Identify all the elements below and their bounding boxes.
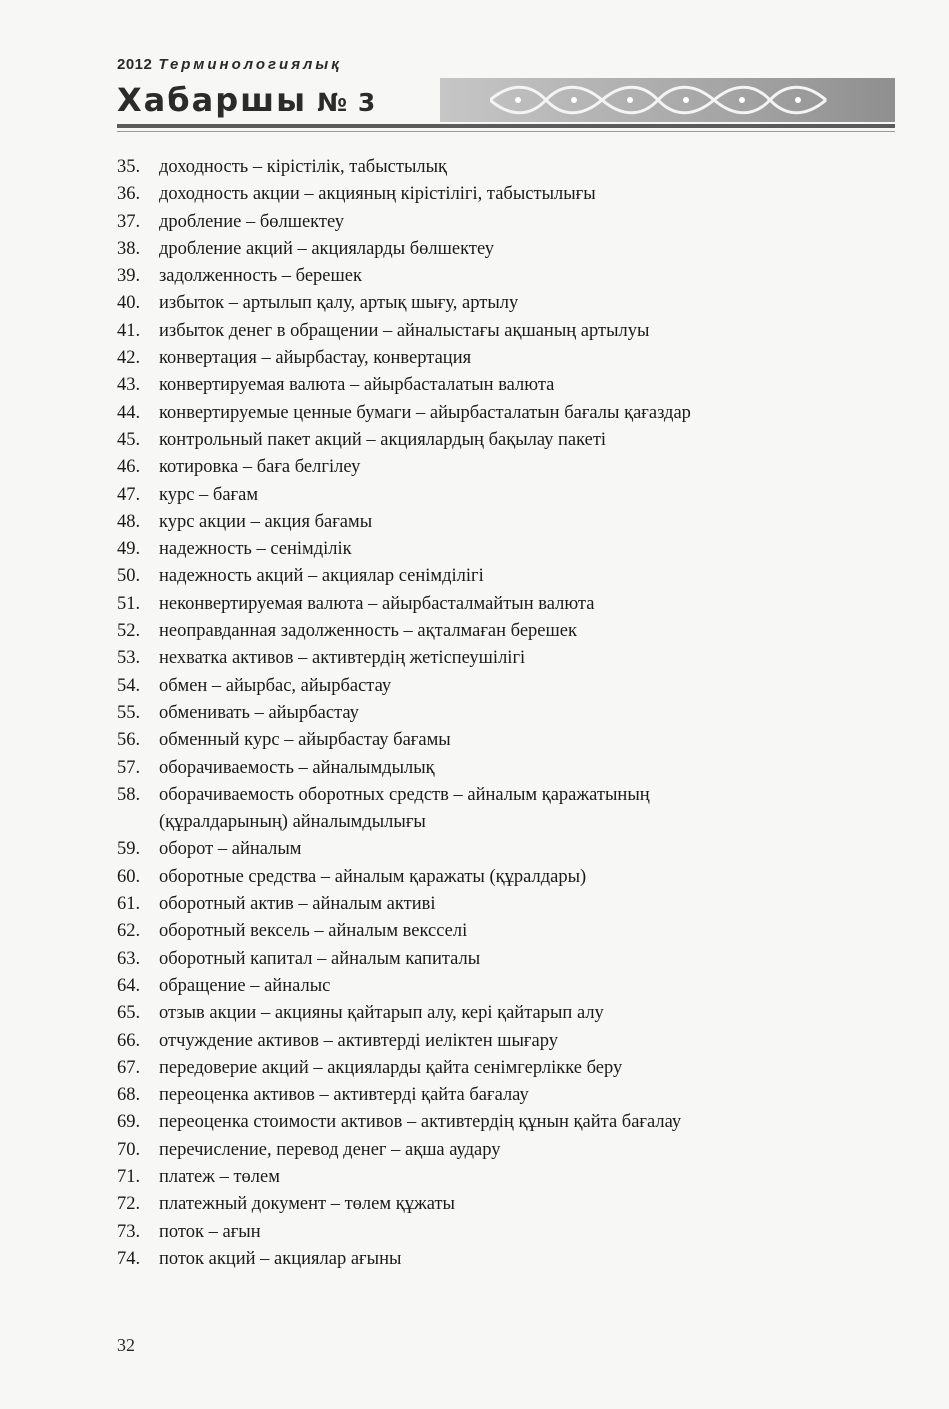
item-text-line: избыток – артылып қалу, артық шығу, артылу [159,293,519,314]
list-item [117,864,857,891]
item-number: 63. [117,948,141,969]
list-item [117,290,857,317]
list-item [117,1164,857,1191]
item-text [159,1137,857,1164]
list-item [117,973,857,1000]
item-text [159,318,857,345]
item-text [159,727,857,754]
item-text [159,755,857,782]
item-text [159,1109,857,1136]
list-item [117,536,857,563]
item-text-line: дробление акций – акцияларды бөлшектеу [159,238,494,259]
journal-subtitle-text: Терминологиялық [158,56,342,73]
item-text [159,1246,857,1273]
item-text-line: платеж – төлем [159,1166,280,1187]
item-number: 53. [117,648,141,669]
list-item [117,454,857,481]
item-text [159,454,857,481]
list-item [117,1246,857,1273]
list-item [117,591,857,618]
list-item [117,700,857,727]
item-text [159,372,857,399]
item-text-line: оборот – айналым [159,839,302,860]
item-text [159,400,857,427]
item-number: 50. [117,566,141,587]
item-text-line: оборотный капитал – айналым капиталы [159,948,481,969]
item-text-line: котировка – баға белгілеу [159,457,361,478]
item-number: 56. [117,730,141,751]
item-number: 54. [117,675,141,696]
item-text-line: нехватка активов – активтердің жетіспеушілігі [159,648,526,669]
item-number: 42. [117,348,141,369]
item-number: 43. [117,375,141,396]
item-text [159,946,857,973]
item-number: 65. [117,1003,141,1024]
list-item [117,345,857,372]
item-text-line: конвертируемые ценные бумаги – айырбасталатын бағалы қағаздар [159,402,691,423]
item-text [159,1055,857,1082]
item-text [159,1082,857,1109]
item-number: 61. [117,894,141,915]
item-text-line: перечисление, перевод денег – ақша аудару [159,1139,501,1160]
list-item [117,400,857,427]
item-text-line: неоправданная задолженность – ақталмаған берешек [159,621,577,642]
journal-subtitle [117,56,342,73]
item-number: 57. [117,757,141,778]
list-item [117,1055,857,1082]
item-text-line: оборотный актив – айналым активі [159,894,436,915]
item-text-line: неконвертируемая валюта – айырбасталмайтын валюта [159,593,595,614]
item-number: 41. [117,320,141,341]
item-text [159,482,857,509]
item-number: 59. [117,839,141,860]
item-text [159,1000,857,1027]
header-ornament-band [440,78,895,122]
list-item [117,509,857,536]
item-text [159,536,857,563]
item-number: 49. [117,539,141,560]
item-text [159,673,857,700]
item-text-line: отчуждение активов – активтерді иеліктен шығару [159,1030,558,1051]
list-item [117,236,857,263]
journal-year: 2012 [117,56,153,73]
list-item [117,209,857,236]
item-number: 71. [117,1166,141,1187]
item-text [159,1164,857,1191]
item-number: 45. [117,429,141,450]
item-text-line: передоверие акций – акцияларды қайта сенімгерлікке беру [159,1057,623,1078]
item-text [159,918,857,945]
item-number: 73. [117,1221,141,1242]
item-text-line: оборотные средства – айналым қаражаты (құралдары) [159,866,587,887]
item-text [159,700,857,727]
journal-title-text: Хабаршы [117,81,308,119]
item-text [159,1219,857,1246]
item-number: 37. [117,211,141,232]
item-text-line: доходность акции – акцияның кірістілігі, табыстылығы [159,184,596,205]
item-text-line: доходность – кірістілік, табыстылық [159,157,448,177]
item-text-line: оборачиваемость – айналымдылық [159,757,435,778]
list-item [117,918,857,945]
journal-title [117,80,376,123]
list-item [117,891,857,918]
list-item [117,673,857,700]
list-item [117,618,857,645]
item-number: 51. [117,593,141,614]
item-number: 60. [117,866,141,887]
item-text [159,427,857,454]
term-list [117,154,857,1273]
item-text [159,236,857,263]
header-rule [117,124,895,128]
item-text [159,290,857,317]
list-item [117,372,857,399]
list-item [117,946,857,973]
item-text [159,891,857,918]
list-item [117,1028,857,1055]
item-text [159,209,857,236]
list-item [117,645,857,672]
item-text-line: курс – бағам [159,484,259,505]
item-text [159,345,857,372]
item-number: 74. [117,1248,141,1269]
header-rule-thin [117,131,895,132]
item-text-line: избыток денег в обращении – айналыстағы ақшаның артылуы [159,320,650,341]
item-text [159,618,857,645]
item-text [159,1191,857,1218]
list-item [117,154,857,181]
item-text-line: обращение – айналыс [159,975,331,996]
list-item [117,1137,857,1164]
list-item [117,727,857,754]
item-number: 55. [117,702,141,723]
item-number: 68. [117,1085,141,1106]
item-text [159,1028,857,1055]
item-text-line: обмен – айырбас, айырбастау [159,675,392,696]
item-number: 64. [117,975,141,996]
list-item [117,1000,857,1027]
item-text-line: курс акции – акция бағамы [159,511,373,532]
item-number: 69. [117,1112,141,1133]
item-text-line: надежность акций – акциялар сенімділігі [159,566,484,587]
item-text-line: платежный документ – төлем құжаты [159,1194,455,1215]
list-item [117,782,857,837]
item-text-line: обменивать – айырбастау [159,702,359,723]
item-text-line: задолженность – берешек [159,266,362,287]
item-text-line: контрольный пакет акций – акциялардың бақылау пакеті [159,429,607,450]
page-number: 32 [117,1335,135,1355]
item-text-line: обменный курс – айырбастау бағамы [159,730,451,751]
list-item [117,1219,857,1246]
item-number: 39. [117,266,141,287]
item-text-line: поток – ағын [159,1221,261,1242]
item-text [159,782,857,837]
item-number: 72. [117,1194,141,1215]
item-text [159,181,857,208]
journal-issue: № 3 [317,88,377,117]
item-text-line: конвертируемая валюта – айырбасталатын валюта [159,375,555,396]
item-number: 40. [117,293,141,314]
item-text [159,154,857,181]
item-text [159,509,857,536]
item-number: 58. [117,784,141,805]
item-text-line: оборотный вексель – айналым вексселі [159,921,468,942]
item-number: 47. [117,484,141,505]
item-text-line: конвертация – айырбастау, конвертация [159,348,472,369]
list-item [117,836,857,863]
item-text [159,263,857,290]
list-item [117,181,857,208]
item-number: 48. [117,511,141,532]
item-text [159,864,857,891]
list-item [117,1191,857,1218]
item-number: 38. [117,238,141,259]
list-item [117,482,857,509]
item-number: 44. [117,402,141,423]
item-text [159,563,857,590]
item-text-line: оборачиваемость оборотных средств – айналым қаражатының [159,784,650,805]
item-number: 66. [117,1030,141,1051]
item-text-line: надежность – сенімділік [159,539,352,560]
item-text [159,973,857,1000]
item-number: 52. [117,621,141,642]
item-number: 70. [117,1139,141,1160]
item-number: 67. [117,1057,141,1078]
item-text-line: дробление – бөлшектеу [159,211,344,232]
item-number: 62. [117,921,141,942]
item-text-line: поток акций – акциялар ағыны [159,1248,402,1269]
list-item [117,755,857,782]
item-number: 36. [117,184,141,205]
ornament-icon [490,81,830,119]
item-text-continuation: (құралдарының) айналымдылығы [159,812,426,833]
item-text-line: отзыв акции – акцияны қайтарып алу, кері қайтарып алу [159,1003,604,1024]
list-item [117,1109,857,1136]
item-text [159,836,857,863]
list-item [117,318,857,345]
item-number: 35. [117,157,141,177]
list-item [117,427,857,454]
item-text [159,591,857,618]
item-text-line: переоценка активов – активтерді қайта бағалау [159,1085,529,1106]
item-text [159,645,857,672]
list-item [117,263,857,290]
list-item [117,1082,857,1109]
item-text-line: переоценка стоимости активов – активтердің құнын қайта бағалау [159,1112,682,1133]
item-number: 46. [117,457,141,478]
list-item [117,563,857,590]
